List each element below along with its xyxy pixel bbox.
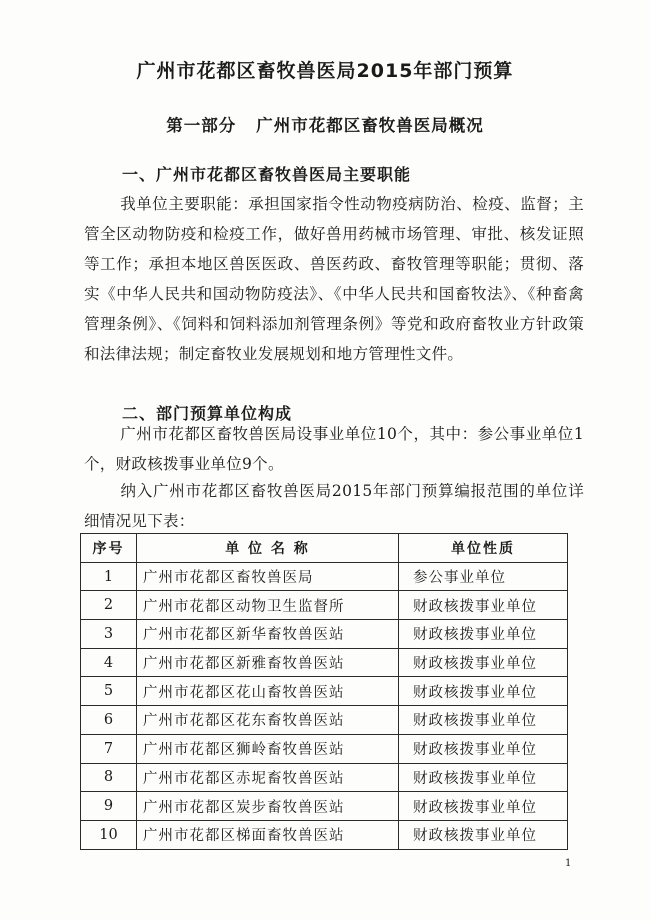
row-index: 8	[81, 763, 137, 792]
table-row	[81, 677, 568, 706]
header-unit-type: 单位性质	[399, 534, 568, 563]
table-row	[81, 706, 568, 735]
row-unit-name: 广州市花都区新雅畜牧兽医站	[137, 648, 399, 677]
document-title: 广州市花都区畜牧兽医局2015年部门预算	[136, 60, 514, 82]
row-index: 2	[81, 591, 137, 620]
units-paragraph-2	[84, 476, 584, 536]
part-title	[0, 112, 650, 136]
units-text-2: 纳入广州市花都区畜牧兽医局2015年部门预算编报范围的单位详细情况见下表：	[84, 482, 584, 530]
row-index: 4	[81, 648, 137, 677]
row-unit-name: 广州市花都区狮岭畜牧兽医站	[137, 734, 399, 763]
table-row	[81, 562, 568, 591]
header-unit-name: 单 位 名 称	[137, 534, 399, 563]
table-row	[81, 820, 568, 849]
row-index: 9	[81, 792, 137, 821]
functions-text: 我单位主要职能：承担国家指令性动物疫病防治、检疫、监督；主管全区动物防疫和检疫工作，做好兽用药械市场管理、审批、核发证照等工作；承担本地区兽医医政、兽医药政、畜牧管理等职能；贯彻、落实《中华人民共和国动物防疫法》、《中华人民共和国畜牧法》、《种畜禽管理条例》、《饲料和饲料添加剂管理条例》等党和政府畜牧业方针政策和法律法规；制定畜牧业发展规划和地方管理性文件。	[84, 195, 584, 363]
row-unit-type: 参公事业单位	[399, 562, 568, 591]
row-unit-type: 财政核拨事业单位	[399, 677, 568, 706]
row-unit-type: 财政核拨事业单位	[399, 706, 568, 735]
row-unit-type: 财政核拨事业单位	[399, 591, 568, 620]
row-index: 1	[81, 562, 137, 591]
row-unit-type: 财政核拨事业单位	[399, 620, 568, 649]
row-unit-name: 广州市花都区花东畜牧兽医站	[137, 706, 399, 735]
row-unit-name: 广州市花都区赤坭畜牧兽医站	[137, 763, 399, 792]
units-paragraph-1	[84, 419, 584, 479]
table-row	[81, 792, 568, 821]
table-row	[81, 763, 568, 792]
row-unit-name: 广州市花都区梯面畜牧兽医站	[137, 820, 399, 849]
row-index: 10	[81, 820, 137, 849]
row-unit-name: 广州市花都区新华畜牧兽医站	[137, 620, 399, 649]
row-index: 3	[81, 620, 137, 649]
units-table	[80, 533, 568, 850]
table-row	[81, 591, 568, 620]
page-number: 1	[565, 858, 572, 869]
row-unit-type: 财政核拨事业单位	[399, 763, 568, 792]
header-index: 序号	[81, 534, 137, 563]
row-unit-type: 财政核拨事业单位	[399, 792, 568, 821]
part-label: 第一部分	[166, 116, 237, 135]
row-unit-name: 广州市花都区炭步畜牧兽医站	[137, 792, 399, 821]
table-row	[81, 620, 568, 649]
table-row	[81, 734, 568, 763]
part-text: 广州市花都区畜牧兽医局概况	[256, 116, 484, 135]
units-text-1: 广州市花都区畜牧兽医局设事业单位10个，其中：参公事业单位1个，财政核拨事业单位9个。	[84, 425, 584, 473]
row-unit-name: 广州市花都区畜牧兽医局	[137, 562, 399, 591]
row-unit-type: 财政核拨事业单位	[399, 820, 568, 849]
row-unit-name: 广州市花都区花山畜牧兽医站	[137, 677, 399, 706]
table-header-row	[81, 534, 568, 563]
functions-paragraph	[84, 189, 584, 369]
section-heading-units: 二、部门预算单位构成	[122, 404, 293, 423]
row-unit-type: 财政核拨事业单位	[399, 648, 568, 677]
section-heading-functions: 一、广州市花都区畜牧兽医局主要职能	[122, 165, 412, 184]
row-index: 5	[81, 677, 137, 706]
row-unit-type: 财政核拨事业单位	[399, 734, 568, 763]
row-index: 7	[81, 734, 137, 763]
row-index: 6	[81, 706, 137, 735]
table-row	[81, 648, 568, 677]
row-unit-name: 广州市花都区动物卫生监督所	[137, 591, 399, 620]
